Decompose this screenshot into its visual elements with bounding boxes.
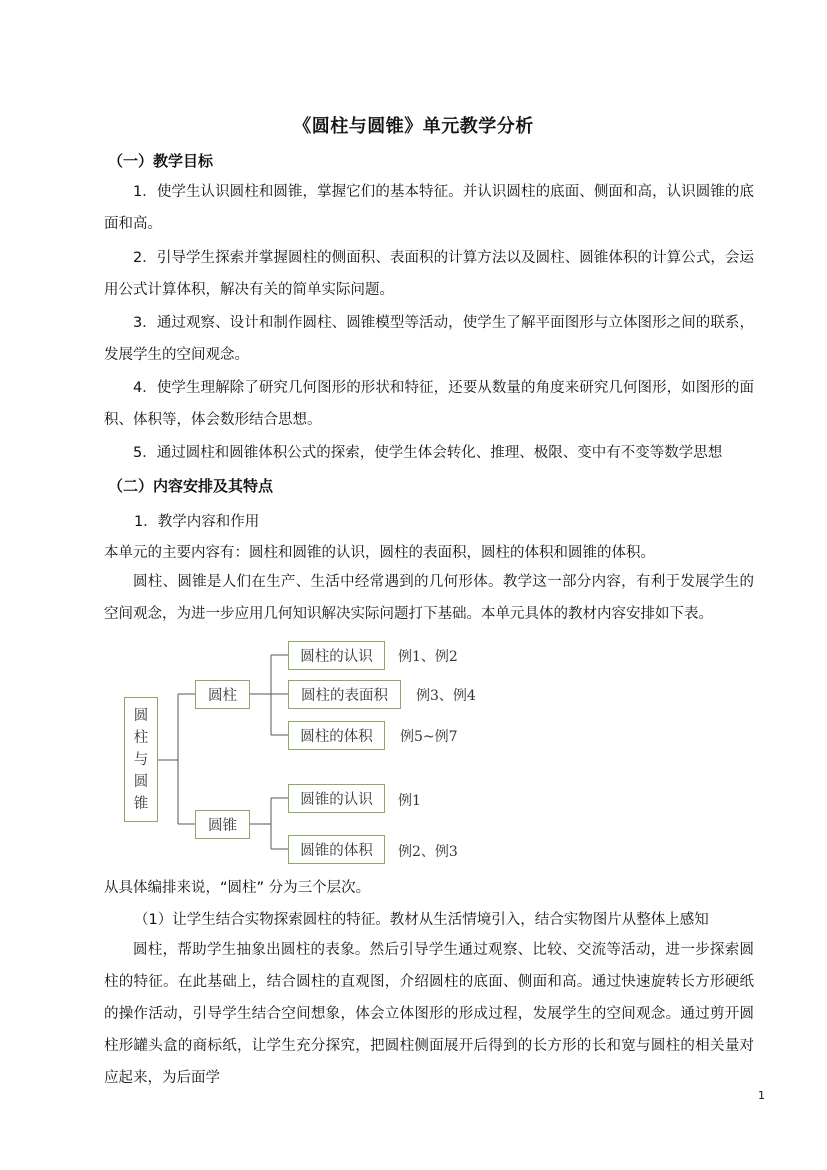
cylinder-box: 圆柱 <box>195 680 250 709</box>
box-cone-recognition: 圆锥的认识 <box>288 784 385 813</box>
example-cone-volume: 例2、例3 <box>398 844 458 860</box>
example-cylinder-volume: 例5~例7 <box>400 729 458 745</box>
box-cylinder-recognition: 圆柱的认识 <box>288 641 385 670</box>
example-cone-recognition: 例1 <box>398 793 421 809</box>
root-char: 锥 <box>133 795 149 812</box>
objective-item-2: 2．引导学生探索并掌握圆柱的侧面积、表面积的计算方法以及圆柱、圆锥体积的计算公式，会运用公式计算体积，解决有关的简单实际问题。 <box>104 250 754 298</box>
objective-item-4: 4．使学生理解除了研究几何图形的形状和特征，还要从数量的角度来研究几何图形，如图形的面积、体积等，体会数形结合思想。 <box>104 380 754 428</box>
box-cone-volume: 圆锥的体积 <box>288 835 385 864</box>
paragraph-main-content: 本单元的主要内容有：圆柱和圆锥的认识，圆柱的表面积，圆柱的体积和圆锥的体积。 <box>104 545 655 561</box>
paragraph-level-1-detail: 圆柱，帮助学生抽象出圆柱的表象。然后引导学生通过观察、比较、交流等活动，进一步探索圆柱的特征。在此基础上，结合圆柱的直观图，介绍圆柱的底面、侧面和高。通过快速旋转长方形硬纸的操作活动，引导学生结合空间想象，体会立体图形的形成过程，发展学生的空间观念。通过剪开圆柱形罐头盒的商标纸，让学生充分探究，把圆柱侧面展开后得到的长方形的长和宽与圆柱的相关量对应起来，为后面学 <box>104 942 754 1086</box>
paragraph-shapes-intro: 圆柱、圆锥是人们在生产、生活中经常遇到的几何形体。教学这一部分内容，有利于发展学生的空间观念，为进一步应用几何知识解决实际问题打下基础。本单元具体的教材内容安排如下表。 <box>104 574 754 622</box>
example-cylinder-surface-area: 例3、例4 <box>416 688 476 704</box>
cone-box: 圆锥 <box>195 810 250 839</box>
paragraph-level-1-intro: （1）让学生结合实物探索圆柱的特征。教材从生活情境引入，结合实物图片从整体上感知 <box>134 912 709 928</box>
box-cylinder-volume: 圆柱的体积 <box>288 721 385 750</box>
sub-heading-content-role: 1．教学内容和作用 <box>134 514 260 530</box>
section-heading-content: （二）内容安排及其特点 <box>108 477 274 495</box>
root-char: 圆 <box>133 707 149 724</box>
objective-item-1: 1．使学生认识圆柱和圆锥，掌握它们的基本特征。并认识圆柱的底面、侧面和高，认识圆锥的底面和高。 <box>104 184 754 232</box>
box-cylinder-surface-area: 圆柱的表面积 <box>288 680 401 709</box>
root-char: 圆 <box>133 773 149 790</box>
objective-item-3: 3．通过观察、设计和制作圆柱、圆锥模型等活动，使学生了解平面图形与立体图形之间的联系，发展学生的空间观念。 <box>104 315 754 363</box>
root-char: 柱 <box>133 729 149 746</box>
page-number: 1 <box>758 1089 765 1102</box>
section-heading-objectives: （一）教学目标 <box>108 152 214 170</box>
paragraph-cylinder-levels: 从具体编排来说，“圆柱” 分为三个层次。 <box>104 880 371 896</box>
example-cylinder-recognition: 例1、例2 <box>398 649 458 665</box>
root-box-cylinder-and-cone <box>124 697 158 822</box>
objective-item-5: 5．通过圆柱和圆锥体积公式的探索，使学生体会转化、推理、极限、变中有不变等数学思想 <box>133 445 723 461</box>
page-title: 《圆柱与圆锥》单元教学分析 <box>293 116 534 137</box>
root-char: 与 <box>133 751 149 768</box>
